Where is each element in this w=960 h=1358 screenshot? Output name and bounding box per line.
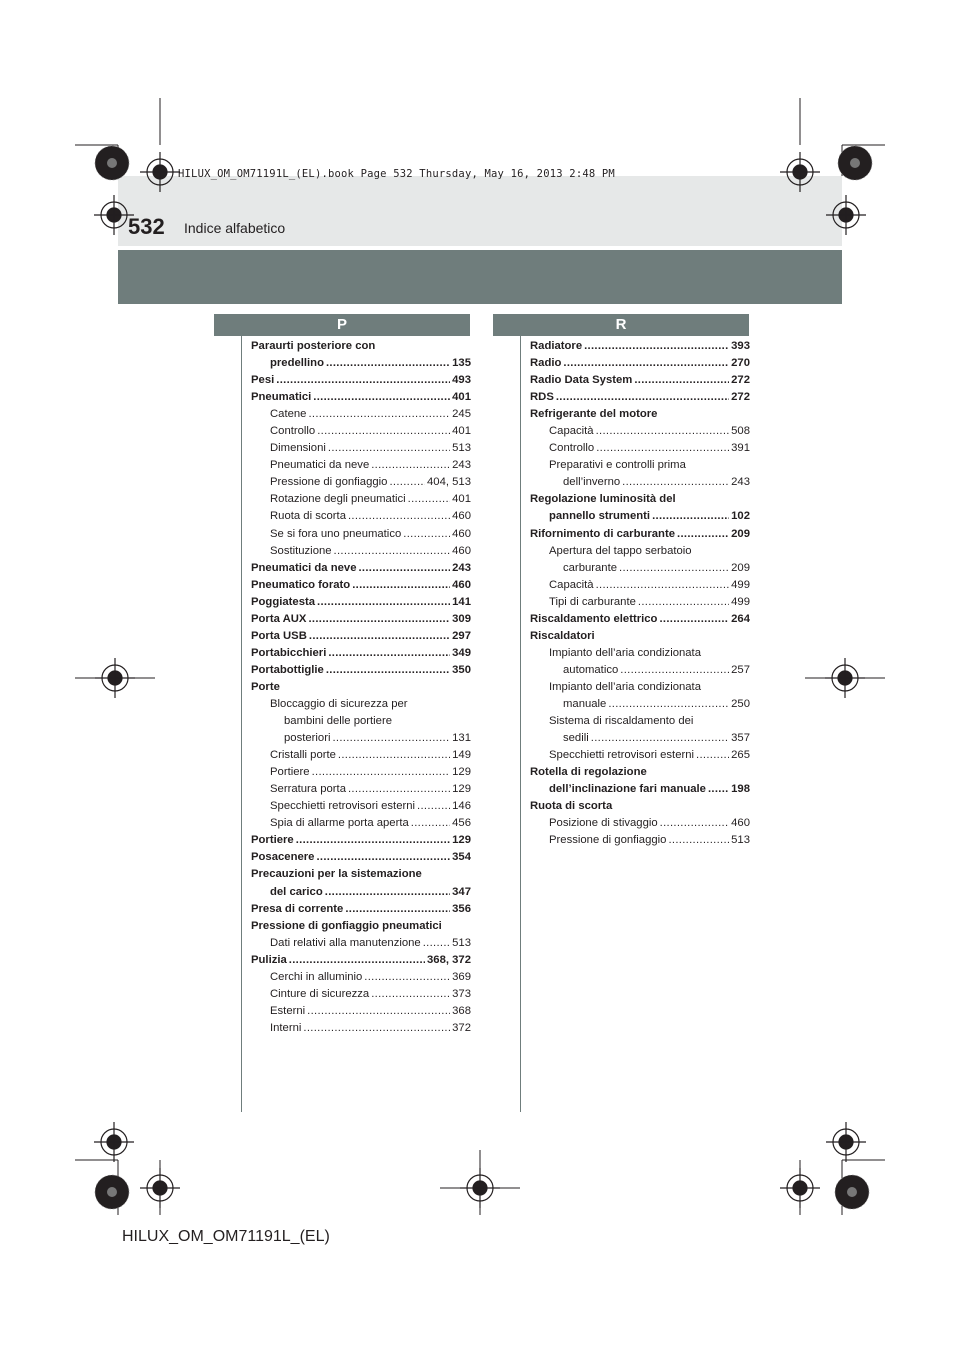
index-entry-term: Pulizia [251, 953, 287, 966]
index-entry-page: 356 [452, 902, 471, 915]
index-entry-page: 243 [452, 561, 471, 574]
index-entry-term: dell’inclinazione fari manuale [549, 783, 706, 796]
index-entry-page: 513 [452, 442, 471, 455]
index-entry-page: 368, 372 [427, 953, 471, 966]
index-entry-term: Impianto dell’aria condizionata [549, 680, 701, 693]
index-entry-term: Serratura porta [270, 783, 346, 796]
index-entry-page: 129 [452, 766, 471, 779]
index-entry-term: Riscaldamento elettrico [530, 612, 658, 625]
index-entry-term: Dimensioni [270, 442, 326, 455]
index-entry-page: 368 [452, 1004, 471, 1017]
index-entry-page: 372 [452, 1021, 471, 1034]
footer-code: HILUX_OM_OM71191L_(EL) [122, 1228, 330, 1245]
index-entry-term: automatico [563, 663, 619, 676]
index-entry-page: 257 [731, 663, 750, 676]
index-entry-term: Specchietti retrovisori esterni [549, 749, 695, 762]
index-entry-term: Dati relativi alla manutenzione [270, 936, 421, 949]
index-entry-term: Cinture di sicurezza [270, 987, 370, 1000]
index-entry-term: Portabottiglie [251, 663, 324, 676]
index-entry-page: 499 [731, 578, 750, 591]
index-entry-page: 245 [452, 408, 471, 421]
index-entry-page: 129 [452, 834, 471, 847]
index-entry-term: bambini delle portiere [284, 715, 393, 728]
index-entry-page: 198 [731, 783, 750, 796]
index-entry-page: 265 [731, 749, 750, 762]
index-entry-page: 460 [452, 527, 471, 540]
index-entry-page: 513 [731, 834, 750, 847]
section-letter-r: R [493, 314, 749, 336]
index-entry-term: Portabicchieri [251, 646, 327, 659]
index-entry-term: Pressione di gonfiaggio [270, 476, 388, 489]
index-entry-page: 250 [731, 697, 750, 710]
index-entry-term: sedili [563, 732, 589, 745]
index-entry-term: manuale [563, 697, 607, 710]
index-entry-term: Bloccaggio di sicurezza per [270, 697, 408, 710]
index-entry-term: Radiatore [530, 340, 583, 352]
index-entry-term: Esterni [270, 1004, 306, 1017]
index-entry-page: 460 [731, 817, 750, 830]
index-entry-term: Riscaldatori [530, 629, 595, 642]
index-entry-term: Capacità [549, 425, 594, 438]
index-entry-page: 369 [452, 970, 471, 983]
index-entry-term: Pneumatici da neve [251, 561, 357, 574]
index-entry-term: Rifornimento di carburante [530, 527, 675, 540]
index-entry-term: Rotazione degli pneumatici [270, 493, 406, 506]
index-entry-term: Refrigerante del motore [530, 408, 658, 421]
index-entry-page: 149 [452, 749, 471, 762]
index-entry-term: Poggiatesta [251, 595, 316, 608]
index-entry-page: 401 [452, 391, 471, 404]
index-entry-page: 493 [452, 374, 471, 387]
index-entry-term: Porta AUX [251, 612, 307, 625]
index-entry-page: 209 [731, 527, 750, 540]
index-entry-term: Spia di allarme porta aperta [270, 817, 409, 830]
page-number: 532 [128, 214, 165, 239]
index-entry-term: Impianto dell’aria condizionata [549, 646, 701, 659]
index-entry-page: 499 [731, 595, 750, 608]
index-entry-page: 460 [452, 510, 471, 523]
index-entry-term: Pneumatici [251, 391, 312, 404]
index-entry-page: 404, 513 [427, 476, 471, 489]
index-entry-page: 102 [731, 510, 750, 523]
index-entry-page: 393 [731, 340, 750, 352]
index-entry-term: Portiere [251, 834, 294, 847]
index-entry-page: 391 [731, 442, 750, 455]
index-entry-page: 373 [452, 987, 471, 1000]
index-entry-page: 347 [452, 885, 471, 898]
page-title: Indice alfabetico [184, 220, 286, 236]
index-entry-page: 513 [452, 936, 471, 949]
index-entry-page: 508 [731, 425, 750, 438]
index-entry-term: Se si fora uno pneumatico [270, 527, 402, 540]
index-entry-page: 349 [452, 646, 471, 659]
index-entry-page: 297 [452, 629, 471, 642]
index-entry-term: Pesi [251, 374, 275, 387]
index-entry-term: Interni [270, 1021, 302, 1034]
index-entry-page: 135 [452, 357, 471, 370]
index-entry-page: 460 [452, 578, 471, 591]
index-entry-term: Radio Data System [530, 374, 633, 387]
index-entry-term: pannello strumenti [549, 510, 651, 523]
index-entry-term: Pneumatico forato [251, 578, 351, 591]
index-entry-term: Presa di corrente [251, 902, 344, 915]
index-entry-page: 456 [452, 817, 471, 830]
index-entry-term: Sistema di riscaldamento dei [549, 715, 694, 728]
index-entry-page: 270 [731, 357, 750, 370]
index-entry-page: 243 [731, 476, 750, 489]
index-entry-term: dell’inverno [563, 476, 621, 489]
index-entry-page: 460 [452, 544, 471, 557]
index-entry-term: Controllo [270, 425, 316, 438]
index-entry-page: 131 [452, 732, 471, 745]
index-entry-term: Precauzioni per la sistemazione [251, 868, 422, 881]
index-entry-term: Posizione di stivaggio [549, 817, 658, 830]
index-entry-page: 243 [452, 459, 471, 472]
index-entry-term: Catene [270, 408, 307, 421]
index-entry-term: Pressione di gonfiaggio [549, 834, 667, 847]
index-entry-term: predellino [270, 357, 324, 370]
index-entry-page: 264 [731, 612, 750, 625]
index-entry-page: 141 [452, 595, 471, 608]
index-entry-page: 357 [731, 732, 750, 745]
index-entry-term: Posacenere [251, 851, 315, 864]
index-entry-term: Controllo [549, 442, 595, 455]
index-entry-term: Pneumatici da neve [270, 459, 370, 472]
index-entry-term: Paraurti posteriore con [251, 340, 376, 352]
index-entry-term: Regolazione luminosità del [530, 493, 676, 506]
index-entry-page: 309 [452, 612, 471, 625]
index-entry-page: 146 [452, 800, 471, 813]
index-entry-page: 272 [731, 374, 750, 387]
index-entry-term: RDS [530, 391, 554, 404]
index-entry-term: Ruota di scorta [530, 800, 613, 813]
index-entry-term: Specchietti retrovisori esterni [270, 800, 416, 813]
index-entry-term: carburante [563, 561, 618, 574]
index-entry-page: 272 [731, 391, 750, 404]
index-entry-term: Preparativi e controlli prima [549, 459, 686, 472]
index-entry-term: Sostituzione [270, 544, 332, 557]
book-stamp: HILUX_OM_OM71191L_(EL).book Page 532 Thursday, May 16, 2013 2:48 PM [178, 168, 615, 180]
index-entry-page: 401 [452, 493, 471, 506]
index-entry-term: Cerchi in alluminio [270, 970, 363, 983]
index-entry-term: Apertura del tappo serbatoio [549, 544, 692, 557]
index-entry-term: Radio [530, 357, 562, 370]
index-entry-term: Ruota di scorta [270, 510, 346, 523]
index-entry-term: Rotella di regolazione [530, 766, 647, 779]
index-entry-term: Pressione di gonfiaggio pneumatici [251, 919, 442, 932]
index-entry-term: Capacità [549, 578, 594, 591]
index-entry-page: 129 [452, 783, 471, 796]
index-entry-term: Porte [251, 680, 280, 693]
index-entry-term: posteriori [284, 732, 331, 745]
index-entry-page: 354 [452, 851, 471, 864]
index-entry-page: 401 [452, 425, 471, 438]
index-entry-term: Cristalli porte [270, 749, 336, 762]
index-entry-term: del carico [270, 885, 323, 898]
index-entry-term: Porta USB [251, 629, 307, 642]
index-entry-page: 350 [452, 663, 471, 676]
index-entry-term: Portiere [270, 766, 310, 779]
index-entry-page: 209 [731, 561, 750, 574]
index-entry-term: Tipi di carburante [549, 595, 636, 608]
section-letter-p: P [214, 314, 470, 336]
